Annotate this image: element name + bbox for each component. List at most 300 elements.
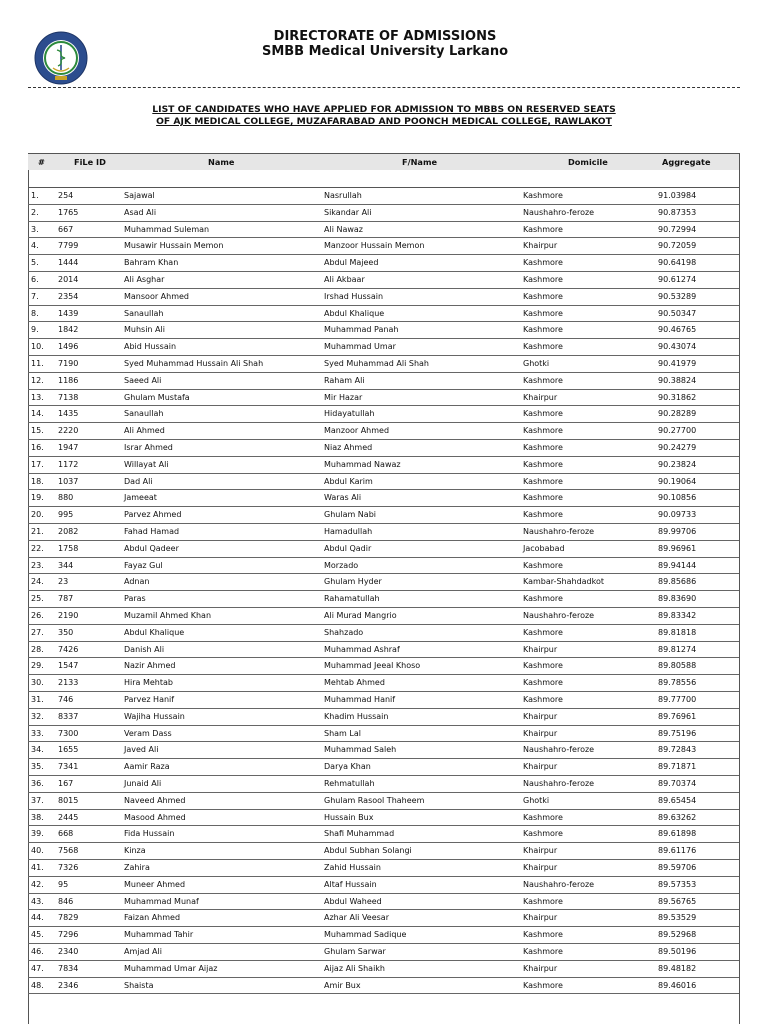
row-number-cell: 33.	[31, 728, 44, 738]
candidate-name-cell: Sanaullah	[124, 409, 164, 419]
file-id-cell: 2354	[58, 291, 79, 301]
aggregate-cell: 90.38824	[658, 375, 697, 385]
domicile-cell: Khairpur	[523, 711, 558, 721]
file-id-cell: 7426	[58, 644, 79, 654]
candidate-name-cell: Hira Mehtab	[124, 678, 173, 688]
candidate-name-cell: Muzamil Ahmed Khan	[124, 611, 212, 620]
domicile-cell: Kashmore	[523, 695, 563, 704]
university-name: SMBB Medical University Larkano	[261, 44, 509, 59]
row-number-cell: 8.	[31, 308, 39, 318]
row-number-cell: 23.	[31, 560, 44, 570]
file-id-cell: 2014	[58, 275, 79, 284]
domicile-cell: Kambar-Shahdadkot	[523, 577, 605, 587]
candidate-name-cell: Musawir Hussain Memon	[124, 241, 224, 251]
candidate-name-cell: Naveed Ahmed	[124, 795, 186, 805]
aggregate-cell: 89.72843	[658, 745, 697, 755]
table-row	[28, 423, 739, 440]
row-number-cell: 17.	[31, 459, 44, 469]
row-number-cell: 32.	[31, 711, 44, 721]
row-number-cell: 39.	[31, 829, 44, 839]
father-name-cell: Ghulam Sarwar	[324, 947, 386, 956]
row-number-cell: 4.	[31, 241, 39, 251]
table-row	[28, 709, 739, 726]
row-number-cell: 38.	[31, 812, 44, 822]
father-name-cell: Shafi Muhammad	[324, 829, 395, 839]
aggregate-cell: 89.99706	[658, 527, 697, 536]
file-id-cell: 1435	[58, 409, 79, 419]
father-name-cell: Muhammad Ashraf	[324, 644, 400, 654]
file-id-cell: 1037	[58, 476, 79, 486]
candidate-name-cell: Ali Asghar	[124, 275, 165, 284]
aggregate-cell: 89.48182	[658, 963, 697, 973]
aggregate-cell: 90.23824	[658, 459, 697, 469]
domicile-cell: Kashmore	[523, 661, 563, 671]
file-id-cell: 7834	[58, 963, 79, 973]
row-number-cell: 18.	[31, 476, 44, 486]
father-name-cell: Darya Khan	[324, 762, 371, 772]
row-number-cell: 27.	[31, 627, 44, 637]
father-name-cell: Aijaz Ali Shaikh	[324, 963, 385, 973]
file-id-cell: 1496	[58, 342, 79, 352]
domicile-cell: Kashmore	[523, 191, 563, 200]
domicile-cell: Kashmore	[523, 342, 563, 352]
table-row	[28, 440, 739, 457]
father-name-cell: Waras Ali	[324, 493, 362, 503]
row-number-cell: 19.	[31, 493, 44, 503]
candidate-name-cell: Fayaz Gul	[124, 560, 163, 570]
file-id-cell: 8015	[58, 795, 79, 805]
row-number-cell: 46.	[31, 947, 44, 956]
file-id-cell: 167	[58, 779, 74, 788]
domicile-cell: Kashmore	[523, 224, 563, 234]
aggregate-cell: 90.61274	[658, 275, 697, 284]
candidate-name-cell: Paras	[124, 594, 146, 604]
candidate-name-cell: Sanaullah	[124, 308, 164, 318]
table-row	[28, 978, 739, 995]
file-id-cell: 23	[58, 577, 69, 587]
file-id-cell: 1439	[58, 308, 79, 318]
aggregate-cell: 90.24279	[658, 443, 697, 452]
father-name-cell: Nasrullah	[324, 191, 362, 200]
table-row	[28, 742, 739, 759]
aggregate-cell: 89.59706	[658, 863, 697, 872]
file-id-cell: 1186	[58, 375, 79, 385]
file-id-cell: 344	[58, 560, 74, 570]
table-row	[28, 272, 739, 289]
domicile-cell: Kashmore	[523, 510, 563, 520]
father-name-cell: Raham Ali	[324, 375, 365, 385]
aggregate-cell: 89.96961	[658, 543, 697, 553]
domicile-cell: Kashmore	[523, 291, 563, 301]
candidate-name-cell: Dad Ali	[124, 476, 153, 486]
table-row	[28, 726, 739, 743]
domicile-cell: Ghotki	[523, 359, 550, 368]
domicile-cell: Kashmore	[523, 560, 563, 570]
file-id-cell: 667	[58, 224, 74, 234]
candidate-name-cell: Adnan	[124, 577, 150, 587]
aggregate-cell: 91.03984	[658, 191, 697, 200]
domicile-cell: Kashmore	[523, 829, 563, 839]
domicile-cell: Khairpur	[523, 728, 558, 738]
candidate-name-cell: Fida Hussain	[124, 829, 175, 839]
table-row	[28, 390, 739, 407]
row-number-cell: 14.	[31, 409, 44, 419]
candidate-name-cell: Abdul Khalique	[124, 627, 185, 637]
table-row	[28, 474, 739, 491]
father-name-cell: Abdul Khalique	[324, 308, 385, 318]
father-name-cell: Abdul Karim	[324, 476, 373, 486]
university-seal-icon	[33, 30, 89, 86]
aggregate-cell: 90.72059	[658, 241, 697, 251]
table-row	[28, 373, 739, 390]
table-row	[28, 541, 739, 558]
table-row	[28, 658, 739, 675]
candidate-name-cell: Muneer Ahmed	[124, 879, 186, 889]
file-id-cell: 746	[58, 695, 74, 704]
aggregate-cell: 89.81818	[658, 627, 697, 637]
father-name-cell: Mir Hazar	[324, 392, 363, 402]
file-id-cell: 2220	[58, 426, 79, 436]
candidate-name-cell: Asad Ali	[124, 207, 157, 217]
father-name-cell: Muhammad Nawaz	[324, 459, 401, 469]
aggregate-cell: 89.50196	[658, 947, 697, 956]
file-id-cell: 668	[58, 829, 74, 839]
row-number-cell: 25.	[31, 594, 44, 604]
file-id-cell: 7300	[58, 728, 79, 738]
father-name-cell: Hidayatullah	[324, 409, 375, 419]
table-row	[28, 961, 739, 978]
aggregate-cell: 89.57353	[658, 879, 697, 889]
father-name-cell: Abdul Majeed	[324, 258, 379, 268]
domicile-cell: Jacobabad	[523, 543, 565, 553]
header-divider	[28, 87, 740, 88]
table-row	[28, 205, 739, 222]
file-id-cell: 7296	[58, 930, 79, 940]
row-number-cell: 48.	[31, 980, 44, 990]
candidate-name-cell: Muhammad Suleman	[124, 224, 210, 234]
aggregate-cell: 89.83690	[658, 594, 697, 604]
file-id-cell: 2346	[58, 980, 79, 990]
father-name-cell: Niaz Ahmed	[324, 443, 373, 452]
table-row	[28, 877, 739, 894]
domicile-cell: Kashmore	[523, 980, 563, 990]
father-name-cell: Ghulam Nabi	[324, 510, 376, 520]
table-row	[28, 810, 739, 827]
file-id-cell: 787	[58, 594, 74, 604]
table-row	[28, 776, 739, 793]
table-row	[28, 339, 739, 356]
father-name-cell: Muhammad Sadique	[324, 930, 407, 940]
domicile-cell: Khairpur	[523, 863, 558, 872]
domicile-cell: Kashmore	[523, 275, 563, 284]
aggregate-cell: 89.46016	[658, 980, 697, 990]
row-number-cell: 9.	[31, 325, 39, 335]
candidate-name-cell: Aamir Raza	[124, 762, 170, 772]
candidate-name-cell: Bahram Khan	[124, 258, 179, 268]
aggregate-cell: 90.43074	[658, 342, 697, 352]
father-name-cell: Ghulam Rasool Thaheem	[324, 795, 425, 805]
file-id-cell: 1765	[58, 207, 79, 217]
file-id-cell: 2190	[58, 611, 79, 620]
domicile-cell: Kashmore	[523, 426, 563, 436]
row-number-cell: 36.	[31, 779, 44, 788]
file-id-cell: 1842	[58, 325, 79, 335]
file-id-cell: 7190	[58, 359, 79, 368]
col-header-name: Name	[208, 157, 235, 167]
father-name-cell: Muhammad Umar	[324, 342, 396, 352]
directorate-title: DIRECTORATE OF ADMISSIONS	[273, 29, 497, 44]
candidate-name-cell: Wajiha Hussain	[124, 711, 185, 721]
father-name-cell: Shahzado	[324, 627, 364, 637]
table-row	[28, 188, 739, 205]
file-id-cell: 2082	[58, 527, 79, 536]
candidate-name-cell: Saeed Ali	[124, 375, 162, 385]
aggregate-cell: 90.27700	[658, 426, 697, 436]
row-number-cell: 20.	[31, 510, 44, 520]
table-row	[28, 255, 739, 272]
domicile-cell: Naushahro-feroze	[523, 611, 595, 620]
row-number-cell: 43.	[31, 896, 44, 906]
domicile-cell: Kashmore	[523, 325, 563, 335]
file-id-cell: 7568	[58, 846, 79, 856]
aggregate-cell: 90.50347	[658, 308, 697, 318]
file-id-cell: 350	[58, 627, 74, 637]
row-number-cell: 13.	[31, 392, 44, 402]
row-number-cell: 47.	[31, 963, 44, 973]
domicile-cell: Naushahro-feroze	[523, 207, 595, 217]
aggregate-cell: 90.09733	[658, 510, 697, 520]
aggregate-cell: 90.31862	[658, 392, 697, 402]
table-row	[28, 793, 739, 810]
table-row	[28, 910, 739, 927]
table-row	[28, 238, 739, 255]
col-header-number: #	[38, 157, 45, 167]
candidate-name-cell: Ali Ahmed	[124, 426, 165, 436]
file-id-cell: 7138	[58, 392, 79, 402]
domicile-cell: Kashmore	[523, 678, 563, 688]
candidate-name-cell: Mansoor Ahmed	[124, 291, 189, 301]
file-id-cell: 995	[58, 510, 74, 520]
row-number-cell: 3.	[31, 224, 39, 234]
candidate-name-cell: Veram Dass	[124, 728, 172, 738]
table-row	[28, 574, 739, 591]
file-id-cell: 846	[58, 896, 74, 906]
aggregate-cell: 89.81274	[658, 644, 697, 654]
candidate-name-cell: Syed Muhammad Hussain Ali Shah	[124, 359, 264, 368]
row-number-cell: 5.	[31, 258, 39, 268]
file-id-cell: 254	[58, 191, 74, 200]
table-right-border	[739, 153, 740, 1024]
file-id-cell: 95	[58, 879, 69, 889]
table-row	[28, 759, 739, 776]
aggregate-cell: 90.64198	[658, 258, 697, 268]
father-name-cell: Azhar Ali Veesar	[324, 913, 389, 923]
father-name-cell: Sikandar Ali	[324, 207, 372, 217]
row-number-cell: 26.	[31, 611, 44, 620]
row-number-cell: 15.	[31, 426, 44, 436]
father-name-cell: Hamadullah	[324, 527, 373, 536]
aggregate-cell: 89.53529	[658, 913, 697, 923]
candidate-name-cell: Sajawal	[124, 191, 155, 200]
aggregate-cell: 89.61898	[658, 829, 697, 839]
table-row	[28, 524, 739, 541]
domicile-cell: Khairpur	[523, 913, 558, 923]
father-name-cell: Rahamatullah	[324, 594, 380, 604]
father-name-cell: Mehtab Ahmed	[324, 678, 385, 688]
aggregate-cell: 89.75196	[658, 728, 697, 738]
row-number-cell: 22.	[31, 543, 44, 553]
row-number-cell: 1.	[31, 191, 39, 200]
father-name-cell: Muhammad Hanif	[324, 695, 396, 704]
file-id-cell: 8337	[58, 711, 79, 721]
domicile-cell: Kashmore	[523, 812, 563, 822]
row-number-cell: 21.	[31, 527, 44, 536]
table-header	[28, 154, 739, 170]
table-row	[28, 558, 739, 575]
domicile-cell: Naushahro-feroze	[523, 745, 595, 755]
row-number-cell: 28.	[31, 644, 44, 654]
domicile-cell: Kashmore	[523, 375, 563, 385]
file-id-cell: 1758	[58, 543, 79, 553]
aggregate-cell: 89.78556	[658, 678, 697, 688]
candidate-name-cell: Muhammad Tahir	[124, 930, 194, 940]
father-name-cell: Muhammad Panah	[324, 325, 399, 335]
father-name-cell: Ali Murad Mangrio	[324, 611, 397, 620]
candidate-name-cell: Zahira	[124, 863, 150, 872]
domicile-cell: Kashmore	[523, 459, 563, 469]
father-name-cell: Ali Akbaar	[324, 275, 365, 284]
aggregate-cell: 90.28289	[658, 409, 697, 419]
candidate-name-cell: Kinza	[124, 846, 146, 856]
file-id-cell: 1655	[58, 745, 79, 755]
candidate-name-cell: Muhsin Ali	[124, 325, 165, 335]
father-name-cell: Manzoor Ahmed	[324, 426, 390, 436]
table-row	[28, 625, 739, 642]
row-number-cell: 44.	[31, 913, 44, 923]
candidate-name-cell: Nazir Ahmed	[124, 661, 176, 671]
candidate-name-cell: Faizan Ahmed	[124, 913, 181, 923]
domicile-cell: Khairpur	[523, 241, 558, 251]
table-row	[28, 826, 739, 843]
domicile-cell: Naushahro-feroze	[523, 879, 595, 889]
list-heading: LIST OF CANDIDATES WHO HAVE APPLIED FOR ADMISSION TO MBBS ON RESERVED SEATS OF AJK MEDICAL COLLEGE, MUZAFARABAD AND POONCH MEDICAL COLLEGE, RAWLAKOT	[152, 104, 616, 127]
candidate-name-cell: Parvez Hanif	[124, 695, 175, 704]
table-row	[28, 927, 739, 944]
aggregate-cell: 90.72994	[658, 224, 697, 234]
aggregate-cell: 89.56765	[658, 896, 697, 906]
domicile-cell: Kashmore	[523, 896, 563, 906]
row-number-cell: 2.	[31, 207, 39, 217]
domicile-cell: Kashmore	[523, 476, 563, 486]
domicile-cell: Kashmore	[523, 308, 563, 318]
candidate-name-cell: Muhammad Umar Aijaz	[124, 963, 218, 973]
col-header-father-name: F/Name	[402, 157, 438, 167]
table-row	[28, 490, 739, 507]
row-number-cell: 29.	[31, 661, 44, 671]
domicile-cell: Kashmore	[523, 443, 563, 452]
row-number-cell: 31.	[31, 695, 44, 704]
father-name-cell: Hussain Bux	[324, 812, 374, 822]
domicile-cell: Kashmore	[523, 258, 563, 268]
father-name-cell: Sham Lal	[324, 728, 361, 738]
row-number-cell: 42.	[31, 879, 44, 889]
domicile-cell: Khairpur	[523, 644, 558, 654]
candidate-name-cell: Junaid Ali	[124, 779, 162, 788]
table-row	[28, 222, 739, 239]
aggregate-cell: 90.46765	[658, 325, 697, 335]
row-number-cell: 11.	[31, 359, 44, 368]
aggregate-cell: 89.52968	[658, 930, 697, 940]
domicile-cell: Khairpur	[523, 392, 558, 402]
father-name-cell: Abdul Subhan Solangi	[324, 846, 412, 856]
table-row	[28, 406, 739, 423]
file-id-cell: 2340	[58, 947, 79, 956]
table-row	[28, 591, 739, 608]
candidate-name-cell: Israr Ahmed	[124, 443, 173, 452]
father-name-cell: Zahid Hussain	[324, 863, 381, 872]
aggregate-cell: 89.70374	[658, 779, 697, 788]
aggregate-cell: 90.87353	[658, 207, 697, 217]
aggregate-cell: 89.71871	[658, 762, 697, 772]
table-row	[28, 457, 739, 474]
row-number-cell: 24.	[31, 577, 44, 587]
row-number-cell: 12.	[31, 375, 44, 385]
row-number-cell: 16.	[31, 443, 44, 452]
candidate-name-cell: Abdul Qadeer	[124, 543, 179, 553]
father-name-cell: Irshad Hussain	[324, 291, 384, 301]
candidate-name-cell: Fahad Hamad	[124, 527, 180, 536]
father-name-cell: Khadim Hussain	[324, 711, 389, 721]
domicile-cell: Naushahro-feroze	[523, 779, 595, 788]
table-row	[28, 894, 739, 911]
father-name-cell: Rehmatullah	[324, 779, 375, 788]
father-name-cell: Morzado	[324, 560, 359, 570]
file-id-cell: 2445	[58, 812, 79, 822]
domicile-cell: Ghotki	[523, 795, 550, 805]
domicile-cell: Naushahro-feroze	[523, 527, 595, 536]
row-number-cell: 45.	[31, 930, 44, 940]
domicile-cell: Kashmore	[523, 493, 563, 503]
file-id-cell: 7799	[58, 241, 79, 251]
father-name-cell: Abdul Qadir	[324, 543, 372, 553]
file-id-cell: 7829	[58, 913, 79, 923]
file-id-cell: 7326	[58, 863, 79, 872]
candidate-name-cell: Parvez Ahmed	[124, 510, 182, 520]
domicile-cell: Khairpur	[523, 963, 558, 973]
father-name-cell: Ali Nawaz	[324, 224, 363, 234]
row-number-cell: 40.	[31, 846, 44, 856]
aggregate-cell: 89.80588	[658, 661, 697, 671]
aggregate-cell: 90.19064	[658, 476, 697, 486]
aggregate-cell: 89.61176	[658, 846, 697, 856]
candidate-name-cell: Amjad Ali	[124, 947, 162, 956]
father-name-cell: Ghulam Hyder	[324, 577, 382, 587]
file-id-cell: 1172	[58, 459, 79, 469]
candidate-name-cell: Masood Ahmed	[124, 812, 186, 822]
table-row	[28, 843, 739, 860]
father-name-cell: Muhammad Jeeal Khoso	[324, 661, 421, 671]
candidate-name-cell: Javed Ali	[124, 745, 159, 755]
file-id-cell: 880	[58, 493, 74, 503]
candidate-name-cell: Danish Ali	[124, 644, 165, 654]
aggregate-cell: 90.53289	[658, 291, 697, 301]
aggregate-cell: 89.76961	[658, 711, 697, 721]
file-id-cell: 1947	[58, 443, 79, 452]
table-row	[28, 306, 739, 323]
domicile-cell: Khairpur	[523, 846, 558, 856]
table-row	[28, 322, 739, 339]
domicile-cell: Kashmore	[523, 627, 563, 637]
